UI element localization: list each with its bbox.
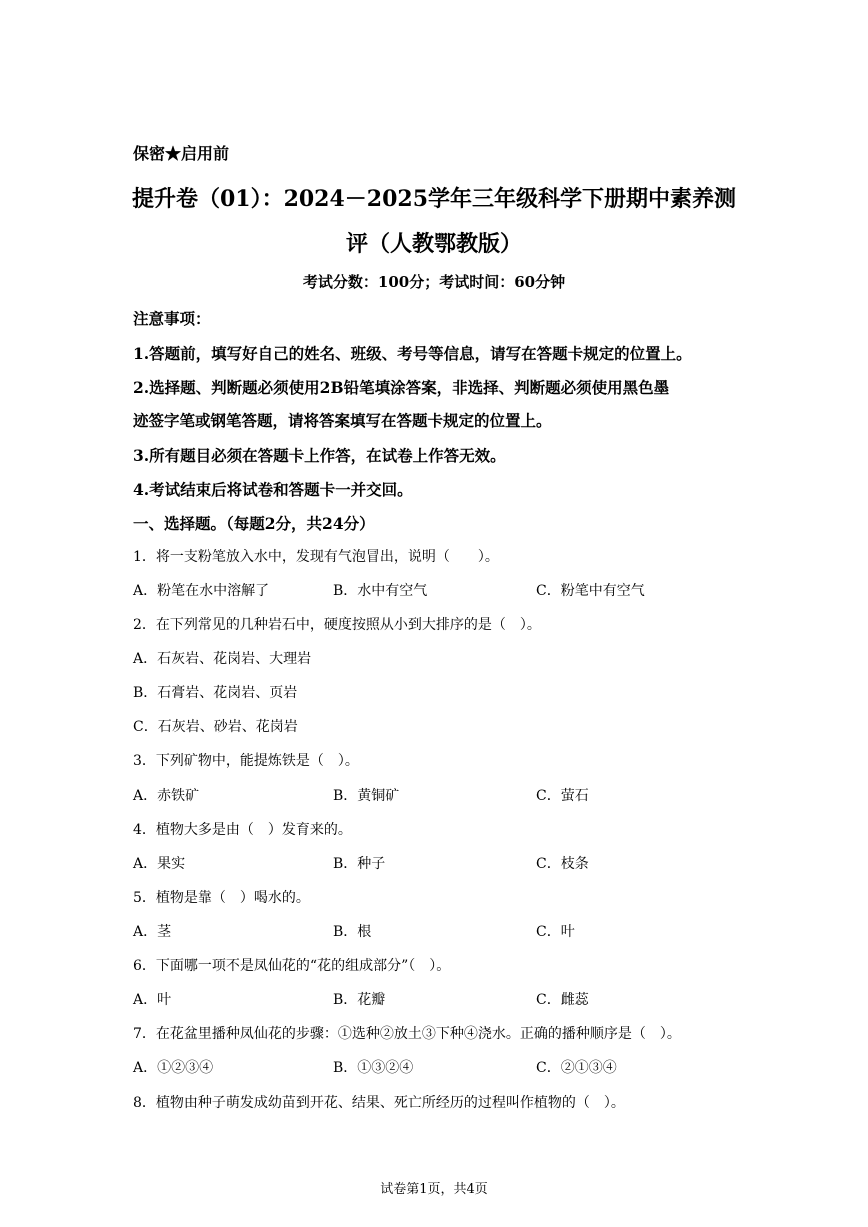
option-c: C．雌蕊 bbox=[536, 992, 589, 1008]
option-c: C．萤石 bbox=[536, 788, 589, 804]
question-stem: 7．在花盆里播种凤仙花的步骤：①选种②放土③下种④浇水。正确的播种顺序是（ ）。 bbox=[133, 1026, 681, 1042]
option-c: C．②①③④ bbox=[536, 1060, 617, 1076]
exam-title-line1: 提升卷（01）：2024－2025学年三年级科学下册期中素养测 bbox=[131, 186, 737, 212]
option-b: B．①③②④ bbox=[333, 1060, 414, 1076]
option-b: B．黄铜矿 bbox=[333, 788, 400, 804]
section-heading: 一、选择题。（每题2分，共24分） bbox=[133, 514, 375, 533]
option-a: A．叶 bbox=[133, 992, 172, 1008]
note-item: 迹签字笔或钢笔答题，请将答案填写在答题卡规定的位置上。 bbox=[133, 411, 552, 430]
note-item: 4.考试结束后将试卷和答题卡一并交回。 bbox=[133, 480, 413, 499]
question-stem: 2．在下列常见的几种岩石中，硬度按照从小到大排序的是（ ）。 bbox=[133, 617, 541, 633]
exam-info: 考试分数：100分；考试时间：60分钟 bbox=[302, 273, 566, 291]
option-a: A．石灰岩、花岗岩、大理岩 bbox=[133, 651, 312, 667]
option-b: B．水中有空气 bbox=[333, 583, 428, 599]
question-stem: 1．将一支粉笔放入水中，发现有气泡冒出，说明（ ）。 bbox=[133, 549, 499, 565]
option-a: A．赤铁矿 bbox=[133, 788, 200, 804]
option-c: C．叶 bbox=[536, 924, 575, 940]
option-a: A．粉笔在水中溶解了 bbox=[133, 583, 270, 599]
question-stem: 8．植物由种子萌发成幼苗到开花、结果、死亡所经历的过程叫作植物的（ ）。 bbox=[133, 1095, 625, 1111]
option-b: B．花瓣 bbox=[333, 992, 386, 1008]
option-c: C．粉笔中有空气 bbox=[536, 583, 645, 599]
option-b: B．种子 bbox=[333, 856, 386, 872]
question-stem: 5．植物是靠（ ）喝水的。 bbox=[133, 890, 310, 906]
option-a: A．①②③④ bbox=[133, 1060, 214, 1076]
option-b: B．根 bbox=[333, 924, 372, 940]
notes-heading: 注意事项： bbox=[133, 309, 211, 328]
note-item: 1.答题前，填写好自己的姓名、班级、考号等信息，请写在答题卡规定的位置上。 bbox=[133, 344, 692, 363]
option-c: C．枝条 bbox=[536, 856, 589, 872]
exam-title-line2: 评（人教鄂教版） bbox=[345, 231, 522, 257]
option-c: C．石灰岩、砂岩、花岗岩 bbox=[133, 719, 298, 735]
option-a: A．果实 bbox=[133, 856, 186, 872]
note-item: 2.选择题、判断题必须使用2B铅笔填涂答案，非选择、判断题必须使用黑色墨 bbox=[133, 378, 670, 397]
option-a: A．茎 bbox=[133, 924, 172, 940]
question-stem: 4．植物大多是由（ ）发育来的。 bbox=[133, 822, 352, 838]
question-stem: 6．下面哪一项不是凤仙花的“花的组成部分”（ ）。 bbox=[133, 958, 451, 974]
note-item: 3.所有题目必须在答题卡上作答，在试卷上作答无效。 bbox=[133, 446, 506, 465]
page-footer: 试卷第1页，共4页 bbox=[380, 1182, 488, 1197]
confidential-label: 保密★启用前 bbox=[133, 144, 230, 163]
option-b: B．石膏岩、花岗岩、页岩 bbox=[133, 685, 298, 701]
question-stem: 3．下列矿物中，能提炼铁是（ ）。 bbox=[133, 753, 359, 769]
